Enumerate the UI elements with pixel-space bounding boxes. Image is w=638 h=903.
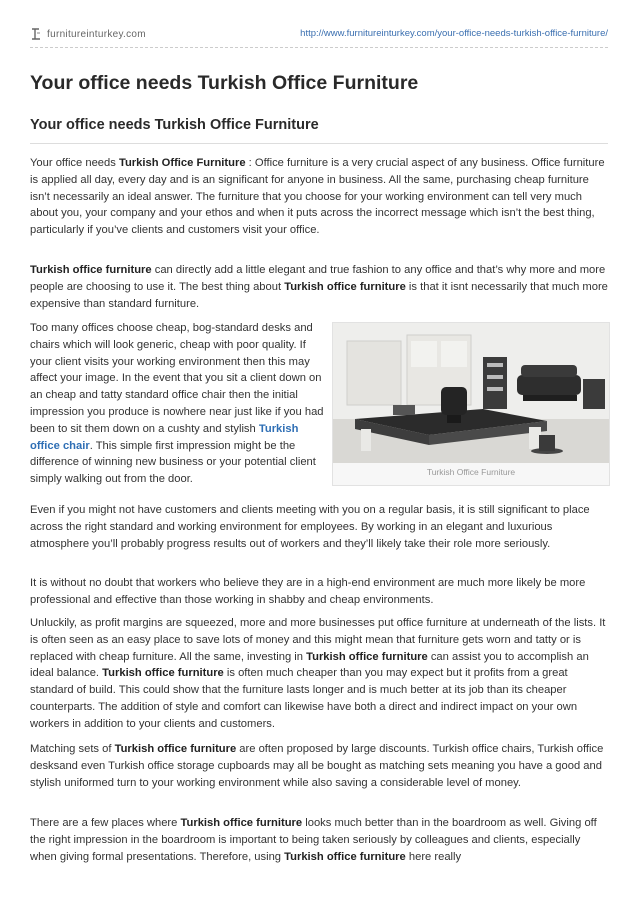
figure-caption: Turkish Office Furniture xyxy=(426,467,516,477)
paragraph-3: Too many offices choose cheap, bog-standard desks and chairs which will look generic, cheap with poor quality. If your client visits your working environment then this may affect your image. In the event that you sit a client down on an cheap and tatty standard office chair then the initial impression you produce is nowhere near just like if you had been to sit them down on a cushty and stylish Turkish office chair. This simple first impression might be the difference of winning new business or your potential client simply walking out from the door. xyxy=(30,322,324,486)
subtitle-divider xyxy=(30,143,608,144)
paragraph-intro: Your office needs Turkish Office Furniture : Office furniture is a very crucial aspect of any business. Office furniture is applied all day, every day and is an significant for anyone in business. All the same, purchasing cheap furniture isn’t necessarily an ideal answer. The furniture that you choose for your working environment can tell very much about you, your company and your ethos and when it puts across the incorrect message which isn’t the best thing, particularly if you’ve clients and customers visit your office. xyxy=(30,157,605,237)
paragraph-2: Turkish office furniture can directly add a little elegant and true fashion to any office and that’s why more and more people are choosing to use it. The best thing about Turkish office furniture is that it isnt necessarily that much more expensive than standard furniture. xyxy=(30,264,608,310)
paragraph-7: Matching sets of Turkish office furniture are often proposed by large discounts. Turkish office chairs, Turkish office desksand even Turkish office storage cupboards may all be bought as matching sets meaning you have a good and stylish uniformed turn to your working environment while also saving a considerable level of money. xyxy=(30,743,604,789)
logo-icon xyxy=(30,28,42,41)
article-figure xyxy=(332,322,610,486)
page-header xyxy=(30,28,608,42)
turkish-office-chair-link[interactable]: Turkish office chair xyxy=(30,422,299,452)
paragraph-4: Even if you might not have customers and clients meeting with you on a regular basis, it is still significant to place across the right standard and working environment for employees. By working in an elegant and luxurious atmosphere you’ll probably progress results out of workers and they’ll likely take their role more seriously. xyxy=(30,504,590,550)
office-furniture-image xyxy=(333,323,609,463)
site-name: furnitureinturkey.com xyxy=(47,29,146,40)
site-logo[interactable] xyxy=(30,28,146,41)
paragraph-5: It is without no doubt that workers who believe they are in a high-end environment are much more likely be more professional and effective than those working in shabby and cheap environments. xyxy=(30,577,586,606)
header-divider xyxy=(30,47,608,48)
page-title: Your office needs Turkish Office Furniture xyxy=(30,72,419,94)
paragraph-8: There are a few places where Turkish office furniture looks much better than in the boardroom as well. Giving off the right impression in the boardroom is important to being taken seriously by colleagues and clients, especially when giving formal presentations. Therefore, using Turkish office furniture here really xyxy=(30,817,597,863)
paragraph-6: Unluckily, as profit margins are squeezed, more and more businesses put office furniture at underneath of the lists. It is often seen as an easy place to save lots of money and this might mean that furniture gets worn and tatty or is replaced with cheap furniture. All the same, investing in Turkish office furniture can assist you to accomplish an ideal balance. Turkish office furniture is often much cheaper than you may expect but it profits from a great standard of build. This could show that the furniture lasts longer and is much better at its job than its cheaper counterparts. The addition of style and comfort can likewise have both a direct and indirect impact on your own workers in addition to your clients and customers. xyxy=(30,617,606,730)
article-subtitle: Your office needs Turkish Office Furniture xyxy=(30,117,319,133)
page-url[interactable]: http://www.furnitureinturkey.com/your-office-needs-turkish-office-furniture/ xyxy=(300,28,608,39)
